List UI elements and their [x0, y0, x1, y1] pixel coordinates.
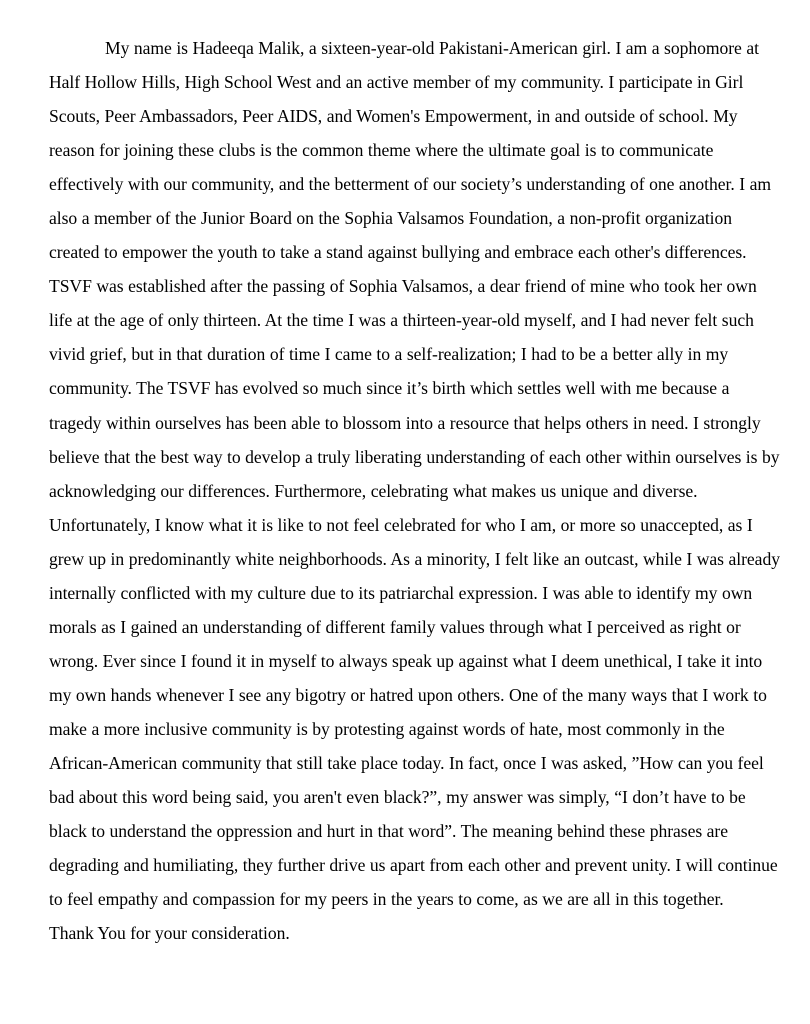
- body-paragraph: My name is Hadeeqa Malik, a sixteen-year-old Pakistani-American girl. I am a sophomore at Half Hollow Hills, High School West and an active member of my community. I participate in Girl Scouts, Peer Ambassadors, Peer AIDS, and Women's Empowerment, in and outside of school. My reason for joining these clubs is the common theme where the ultimate goal is to communicate effectively with our community, and the betterment of our society’s understanding of one another. I am also a member of the Junior Board on the Sophia Valsamos Foundation, a non-profit organization created to empower the youth to take a stand against bullying and embrace each other's differences. TSVF was established after the passing of Sophia Valsamos, a dear friend of mine who took her own life at the age of only thirteen. At the time I was a thirteen-year-old myself, and I had never felt such vivid grief, but in that duration of time I came to a self-realization; I had to be a better ally in my community. The TSVF has evolved so much since it’s birth which settles well with me because a tragedy within ourselves has been able to blossom into a resource that helps others in need. I strongly believe that the best way to develop a truly liberating understanding of each other within ourselves is by acknowledging our differences. Furthermore, celebrating what makes us unique and diverse. Unfortunately, I know what it is like to not feel celebrated for who I am, or more so unaccepted, as I grew up in predominantly white neighborhoods. As a minority, I felt like an outcast, while I was already internally conflicted with my culture due to its patriarchal expression. I was able to identify my own morals as I gained an understanding of different family values through what I perceived as right or wrong. Ever since I found it in myself to always speak up against what I deem unethical, I take it into my own hands whenever I see any bigotry or hatred upon others. One of the many ways that I work to make a more inclusive community is by protesting against words of hate, most commonly in the African-American community that still take place today. In fact, once I was asked, ”How can you feel bad about this word being said, you aren't even black?”, my answer was simply, “I don’t have to be black to understand the oppression and hurt in that word”. The meaning behind these phrases are degrading and humiliating, they further drive us apart from each other and prevent unity. I will continue to feel empathy and compassion for my peers in the years to come, as we are all in this together.: [49, 38, 780, 910]
- document-page: [49, 31, 784, 950]
- closing-line: Thank You for your consideration.: [49, 923, 290, 944]
